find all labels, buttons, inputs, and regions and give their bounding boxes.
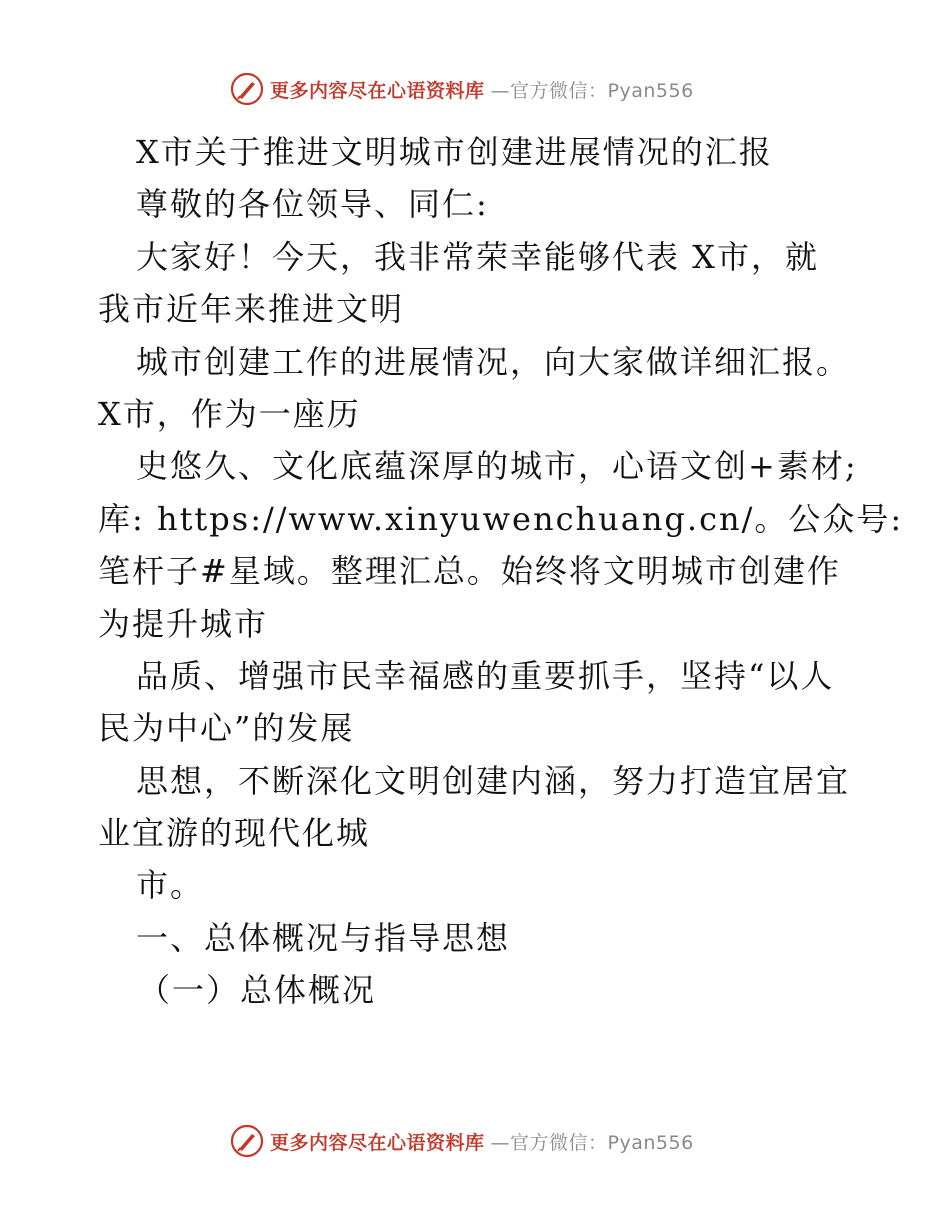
paragraph-line: 笔杆子#星域。整理汇总。始终将文明城市创建作: [98, 552, 841, 591]
document-body: [98, 126, 904, 1017]
paragraph-line: X市，作为一座历: [98, 394, 361, 433]
quill-pen-icon: [230, 72, 264, 106]
section-heading: 一、总体概况与指导思想: [136, 918, 511, 957]
header-watermark: [230, 69, 750, 109]
paragraph-line: 为提升城市: [98, 604, 269, 643]
document-title: X市关于推进文明城市创建进展情况的汇报: [136, 133, 773, 171]
footer-watermark: [230, 1121, 750, 1161]
paragraph-line: 城市创建工作的进展情况，向大家做详细汇报。: [136, 342, 851, 381]
watermark-gray-text: —官方微信：Pyan556: [490, 79, 694, 102]
watermark-gray-text: —官方微信：Pyan556: [490, 1131, 694, 1154]
paragraph-line: 思想，不断深化文明创建内涵，努力打造宜居宜: [136, 761, 851, 800]
paragraph-line: 我市近年来推进文明: [98, 290, 405, 329]
paragraph-line: 市。: [136, 866, 205, 905]
paragraph-line: 业宜游的现代化城: [98, 814, 371, 853]
watermark-red-text: 更多内容尽在心语资料库: [270, 79, 485, 102]
paragraph-line: 库: https://www.xinyuwenchuang.cn/。公众号:: [98, 499, 904, 538]
paragraph-line: 史悠久、文化底蕴深厚的城市，心语文创+素材;: [136, 447, 858, 486]
paragraph-line: 大家好！今天，我非常荣幸能够代表 X市，就: [136, 237, 819, 276]
salutation: 尊敬的各位领导、同仁:: [136, 185, 489, 224]
paragraph-line: 民为中心”的发展: [98, 709, 355, 748]
paragraph-line: 品质、增强市民幸福感的重要抓手，坚持“以人: [136, 656, 835, 695]
watermark-red-text: 更多内容尽在心语资料库: [270, 1131, 485, 1154]
quill-pen-icon: [230, 1124, 264, 1158]
subsection-heading: （一）总体概况: [138, 971, 377, 1010]
